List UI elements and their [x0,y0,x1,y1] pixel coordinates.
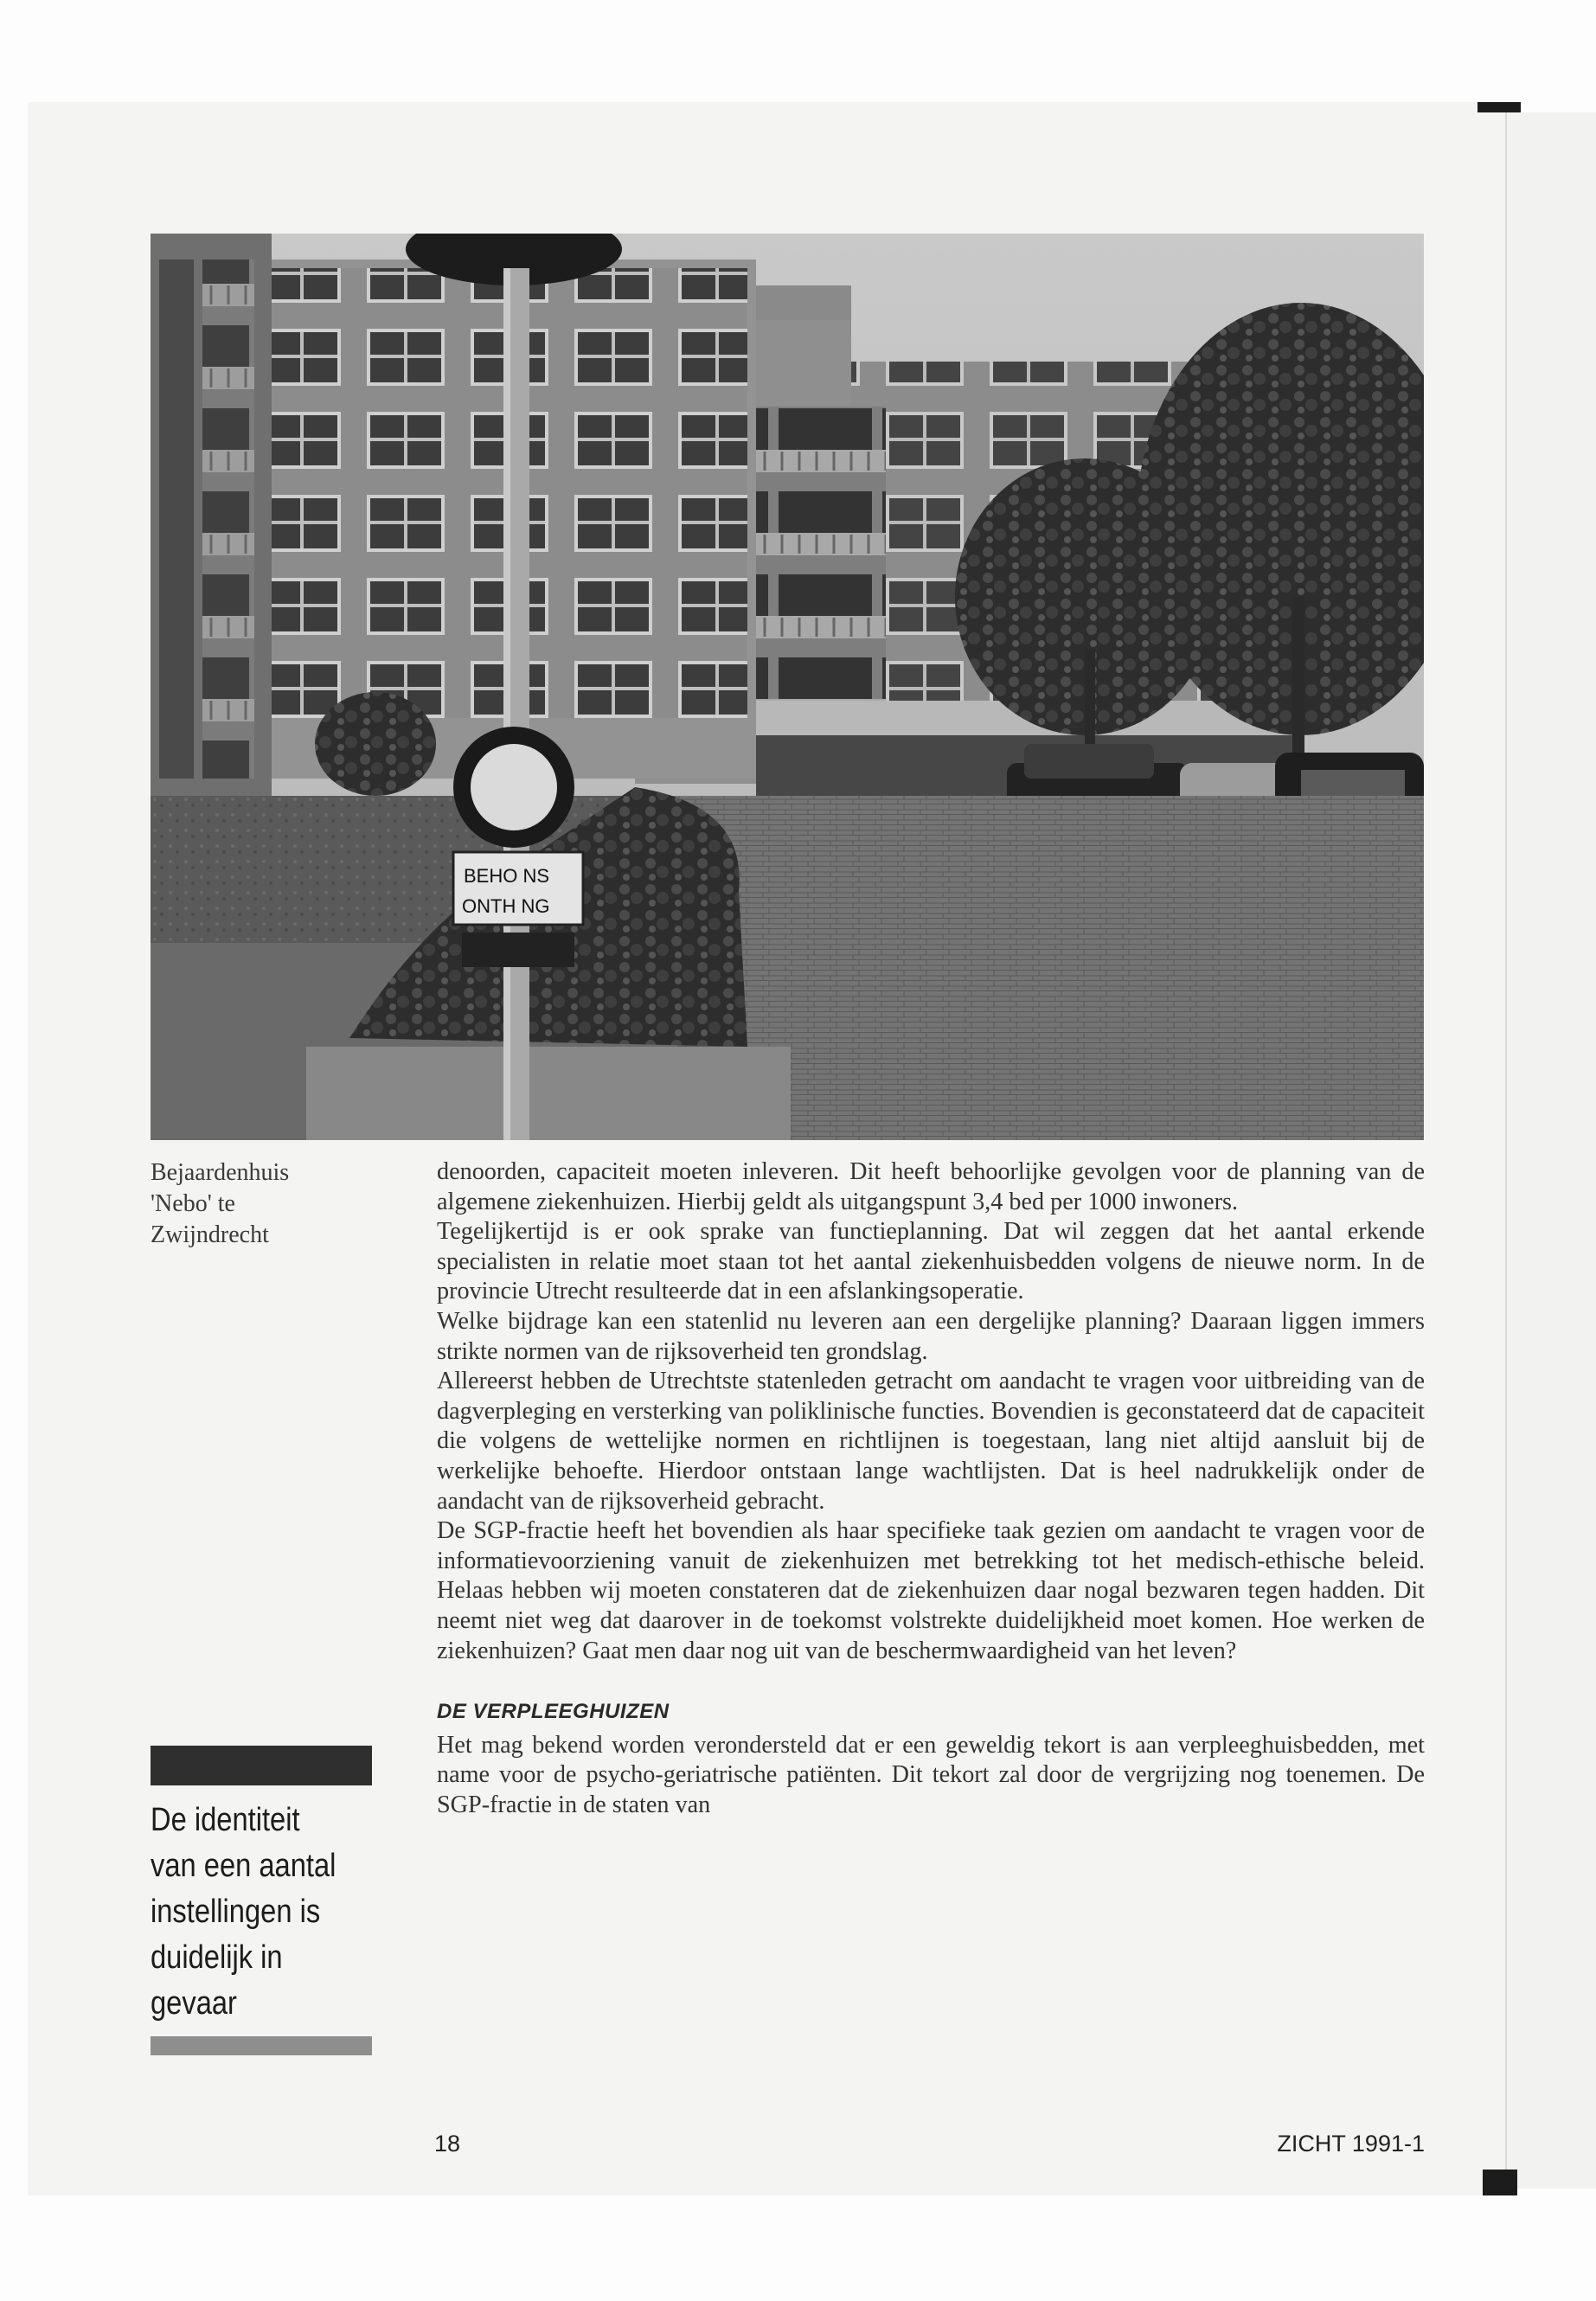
pull-quote-line: De identiteit [151,1802,300,1838]
pull-quote-line: van een aantal [151,1848,337,1884]
article-paragraph: denoorden, capaciteit moeten inleveren. Dit heeft behoorlijke gevolgen voor de planning van de algemene ziekenhuizen. Hierbij geldt als uitgangspunt 3,4 bed per 1000 inwoners. [437,1158,1425,1215]
article-paragraph: Het mag bekend worden verondersteld dat er een geweldig tekort is aan verpleeghuisbedden, met name voor de psycho-geriatrische patiënten. Dit tekort zal door de vergrijzing nog toenemen. De SGP-fractie in de staten van [437,1731,1425,1818]
pull-quote-line: instellingen is [151,1894,321,1930]
article-paragraph: Welke bijdrage kan een statenlid nu leveren aan een dergelijke planning? Daaraan liggen immers strikte normen van de rijksoverheid ten grondslag. [437,1307,1425,1365]
sign-text-line2: ONTH NG [462,895,550,917]
page-number: 18 [434,2131,461,2157]
adjacent-page-edge [1505,112,1596,2189]
edge-mark-bottom [1483,2170,1517,2195]
caption-line: Bejaardenhuis [151,1159,290,1186]
pull-quote-bar-top [151,1746,372,1785]
article-body [437,1157,1425,1820]
article-paragraph: Tegelijkertijd is er ook sprake van functieplanning. Dat wil zeggen dat het aantal erkende specialisten in relatie moet staan tot het aantal ziekenhuisbedden volgens de nieuwe norm. In de provincie Utrecht resulteerde dat in een afslankingsoperatie. [437,1218,1425,1305]
caption-line: Zwijndrecht [151,1221,269,1248]
photo-caption [151,1157,410,1251]
article-paragraph: Allereerst hebben de Utrechtste statenleden getracht om aandacht te vragen voor uitbreiding van de dagverpleging en versterking van poliklinische functies. Bovendien is geconstateerd dat de capaciteit die volgens de wettelijke normen en richtlijnen is toegestaan, lang niet altijd aansluit bij de werkelijke behoefte. Hierdoor ontstaan lange wachtlijsten. Dat is heel nadrukkelijk onder de aandacht van de rijksoverheid gebracht. [437,1368,1425,1515]
pull-quote-line: gevaar [151,1985,237,2022]
journal-issue: ZICHT 1991-1 [1277,2131,1425,2157]
sign-text-line1: BEHO NS [464,865,550,887]
section-heading: DE VERPLEEGHUIZEN [437,1700,670,1724]
caption-line: 'Nebo' te [151,1190,235,1217]
building-photograph [151,234,1424,1140]
article-paragraph: De SGP-fractie heeft het bovendien als haar specifieke taak gezien om aandacht te vragen voor de informatievoorziening vanuit de ziekenhuizen met betrekking tot het medisch-ethische beleid. Helaas hebben wij moeten constateren dat de ziekenhuizen daar nogal bezwaren tegen hadden. Dit neemt niet weg dat daarover in de toekomst volstrekte duidelijkheid moet komen. Hoe werken de ziekenhuizen? Gaat men daar nog uit van de beschermwaardigheid van het leven? [437,1517,1425,1664]
pull-quote-line: duidelijk in [151,1939,283,1976]
edge-mark-top [1477,102,1521,112]
pull-quote-bar-bottom [151,2036,372,2055]
pull-quote [151,1798,374,2027]
